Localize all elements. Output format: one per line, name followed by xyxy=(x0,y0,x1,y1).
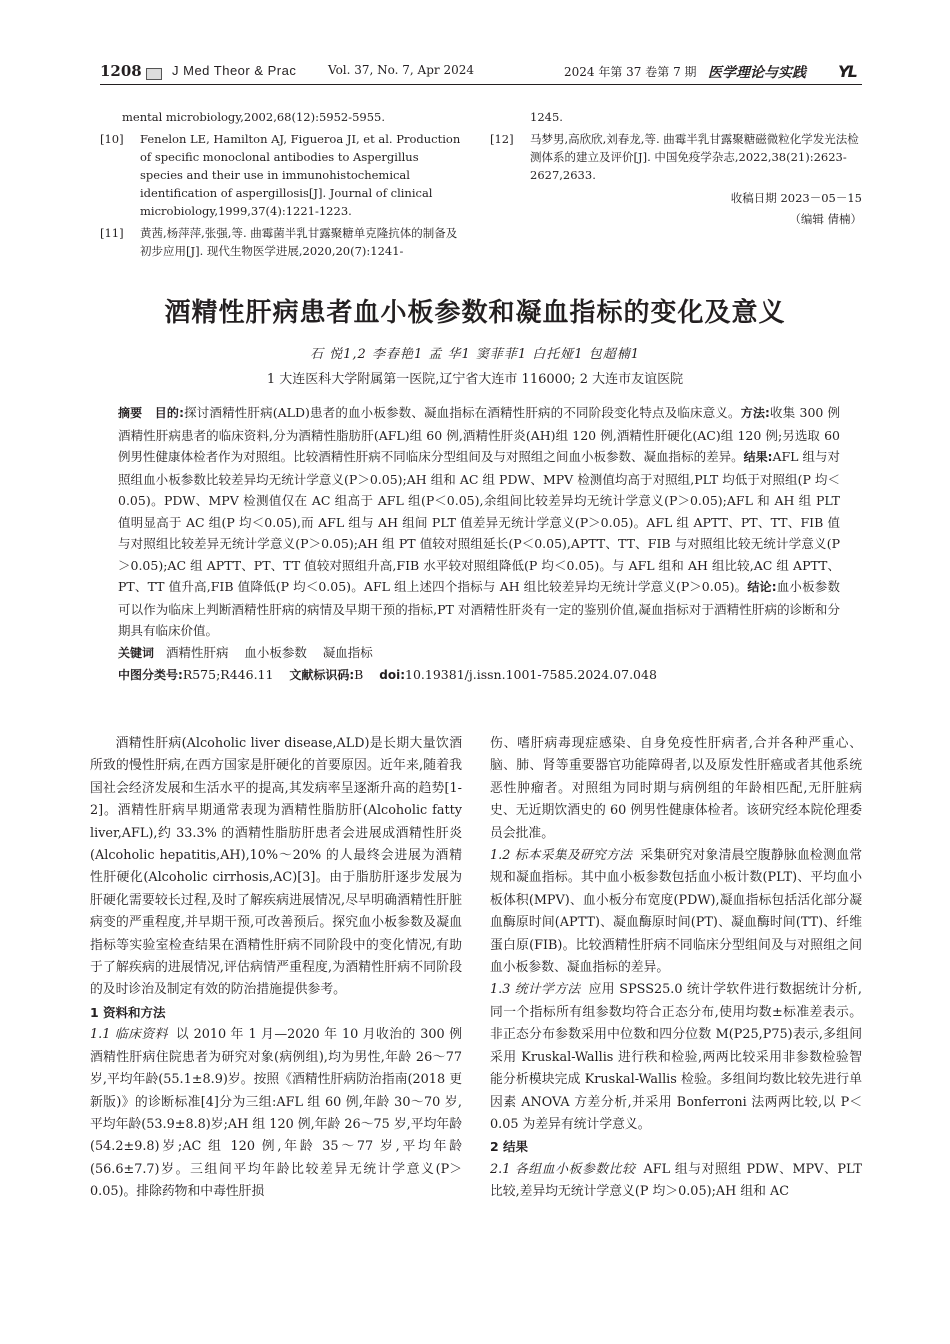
reference-10 xyxy=(100,130,462,220)
reference-continuation: 1245. xyxy=(530,110,563,124)
keywords: 酒精性肝病 血小板参数 凝血指标 xyxy=(165,644,373,660)
reference-continuation: mental microbiology,2002,68(12):5952-5955. xyxy=(122,110,386,124)
section-1-1-text: 以 2010 年 1 月—2020 年 10 月收治的 300 例酒精性肝病住院患者为研究对象(病例组),均为男性,年龄 26～77 岁,平均年龄(55.1±8.9)岁。按照《酒精性肝病防治指南(2018 更新版)》的诊断标准[4]分为三组:AFL 组 60 例,年龄 30～70 岁,平均年龄(53.9±8.8)岁;AH 组 120 例,年龄 26～75 岁,平均年龄(54.2±9.8)岁;AC 组 120 例,年龄 35～77 岁,平均年龄(56.6±7.7)岁。三组间平均年龄比较差异无统计学意义(P＞0.05)。排除药物和中毒性肝损 xyxy=(90,1027,462,1200)
section-heading-2: 2 结果 xyxy=(490,1139,529,1155)
section-2-1 xyxy=(490,1159,862,1204)
abstract-objective: 探讨酒精性肝病(ALD)患者的血小板参数、凝血指标在酒精性肝病的不同阶段变化特点及临床意义。 xyxy=(183,405,741,420)
reference-number: [11] xyxy=(100,226,124,240)
section-1-2-text: 采集研究对象清晨空腹静脉血检测血常规和凝血指标。其中血小板参数包括血小板计数(PLT)、平均血小板体积(MPV)、血小板分布宽度(PDW),凝血指标包括活化部分凝血酶原时间(APTT)、凝血酶原时间(PT)、凝血酶时间(TT)、纤维蛋白原(FIB)。比较酒精性肝病不同临床分型组间及与对照组之间血小板参数、凝血指标的差异。 xyxy=(490,848,863,976)
doc-code-label: 文献标识码: xyxy=(289,667,355,682)
keywords-label: 关键词 xyxy=(118,645,155,660)
article-title: 酒精性肝病患者血小板参数和凝血指标的变化及意义 xyxy=(164,298,786,328)
section-1-2-title: 1.2 标本采集及研究方法 xyxy=(490,848,633,864)
reference-number: [12] xyxy=(490,132,514,146)
article-authors: 石 悦1,2 李春艳1 孟 华1 窦菲菲1 白托娅1 包超楠1 xyxy=(310,347,640,362)
abstract-results: AFL 组与对照组血小板参数比较差异均无统计学意义(P＞0.05);AH 组和 AC 组 PDW、MPV 检测值均高于对照组,PLT 均低于对照组(P 均＜0.05)。PDW、MPV 检测值仅在 AC 组高于 AFL 组(P＜0.05),余组间比较差异均无统计学意义(P＞0.05);AFL 和 AH 组 PLT 值明显高于 AC 组(P 均＜0.05),而 AFL 组与 AH 组间 PLT 值差异无统计学意义(P＞0.05)。AFL 组 APTT、PT、TT、FIB 值与对照组比较差异无统计学意义(P＞0.05);AH 组 PT 值较对照组延长(P＜0.05),APTT、TT、FIB 与对照组比较无统计学意义(P＞0.05);AC 组 APTT、PT、TT 值较对照组升高,FIB 水平较对照组降低(P 均＜0.05)。与 AFL 组和 AH 组比较,AC 组 APTT、PT、TT 值升高,FIB 值降低(P 均＜0.05)。AFL 组上述四个指标与 AH 组比较差异均无统计学意义(P＞0.05)。 xyxy=(118,449,840,594)
objective-label: 目的: xyxy=(154,406,184,420)
methods-label: 方法: xyxy=(740,406,770,420)
clc-number: R575;R446.11 xyxy=(182,666,274,682)
results-label: 结果: xyxy=(743,450,773,464)
doi: 10.19381/j.issn.1001-7585.2024.07.048 xyxy=(405,666,657,682)
section-2-1-text: AFL 组与对照组 PDW、MPV、PLT 比较,差异均无统计学意义(P 均＞0.05);AH 组和 AC xyxy=(490,1161,862,1200)
journal-name-cn: 医学理论与实践 xyxy=(708,65,806,81)
intro-paragraph: 酒精性肝病(Alcoholic liver disease,ALD)是长期大量饮酒所致的慢性肝病,在西方国家是肝硬化的首要原因。近年来,随着我国社会经济发展和生活水平的提高,其发病率呈逐渐升高的趋势[1-2]。酒精性肝病早期通常表现为酒精性脂肪肝(Alcoholic fatty liver,AFL),约 33.3% 的酒精性脂肪肝患者会进展成酒精性肝炎(Alcoholic hepatitis,AH),10%～20% 的人最终会进展为酒精性肝硬化(Alcoholic cirrhosis,AC)[3]。由于脂肪肝逐步发展为肝硬化需要较长过程,及时了解疾病进展情况,尽早明确酒精性肝脏病变的严重程度,并早期干预,可改善预后。探究血小板参数及凝血指标等实验室检查结果在酒精性肝病不同阶段中的变化情况,有助于了解疾病的进展情况,评估病情严重程度,为酒精性肝病不同阶段的及时诊治及制定有效的防治措施提供参考。 xyxy=(90,736,462,998)
references-right xyxy=(490,108,862,230)
journal-logo: YL xyxy=(838,62,856,81)
abstract-methods: 收集 300 例酒精性肝病患者的临床资料,分为酒精性脂肪肝(AFL)组 60 例,酒精性肝炎(AH)组 120 例,酒精性肝硬化(AC)组 120 例;另选取 60 例男性健康体检者作为对照组。比较酒精性肝病不同临床分型组间及与对照组之间血小板参数、凝血指标的差异。 xyxy=(118,405,840,464)
section-heading-1: 1 资料和方法 xyxy=(90,1004,166,1020)
section-1-2 xyxy=(490,845,862,979)
clc-label: 中图分类号: xyxy=(118,667,183,682)
article-affiliations: 1 大连医科大学附属第一医院,辽宁省大连市 116000; 2 大连市友谊医院 xyxy=(266,372,684,387)
doi-label: doi: xyxy=(379,667,406,682)
header-box-icon xyxy=(146,68,162,80)
abstract xyxy=(118,402,840,686)
section-1-3 xyxy=(490,979,862,1136)
section-2-1-title: 2.1 各组血小板参数比较 xyxy=(490,1161,636,1177)
reference-12 xyxy=(490,130,862,184)
section-1-3-title: 1.3 统计学方法 xyxy=(490,982,581,998)
continued-paragraph: 伤、嗜肝病毒现症感染、自身免疫性肝病者,合并各种严重心、脑、肺、肾等重要器官功能障碍者,以及原发性肝癌或者其他系统恶性肿瘤者。对照组为同时期与病例组的年龄相匹配,无肝脏病史、无近期饮酒史的 60 例男性健康体检者。该研究经本院伦理委员会批准。 xyxy=(490,736,862,841)
editor-note: （编辑 倩楠） xyxy=(789,212,862,226)
reference-text: Fenelon LE, Hamilton AJ, Figueroa JI, et al. Production of specific monoclonal antibodies to Aspergillus species and their use in immunohistochemical identification of aspergillosis[J]. Journal of clinical microbiology,1999,37(4):1221-1223. xyxy=(140,132,461,218)
reference-text: 马梦男,高欣欣,刘春龙,等. 曲霉半乳甘露聚糖磁微粒化学发光法检测体系的建立及评价[J]. 中国免疫学杂志,2022,38(21):2623-2627,2633. xyxy=(530,132,859,182)
volume-info-en: Vol. 37, No. 7, Apr 2024 xyxy=(328,63,474,77)
conclusion-label: 结论: xyxy=(747,580,777,594)
reference-text: 黄茜,杨萍萍,张强,等. 曲霉菌半乳甘露聚糖单克隆抗体的制备及初步应用[J]. 现代生物医学进展,2020,20(7):1241- xyxy=(140,226,458,258)
reference-11 xyxy=(100,224,462,260)
body-column-left xyxy=(90,733,462,1204)
running-header xyxy=(100,62,862,86)
doc-code: B xyxy=(354,666,364,682)
body-column-right xyxy=(490,733,862,1204)
abstract-conclusion: 血小板参数可以作为临床上判断酒精性肝病的病情及早期干预的指标,PT 对酒精性肝炎有一定的鉴别价值,凝血指标对于酒精性肝病的诊断和分期具有临床价值。 xyxy=(118,579,840,638)
volume-info-cn: 2024 年第 37 卷第 7 期 xyxy=(564,65,697,79)
received-date: 收稿日期 2023－05－15 xyxy=(730,191,862,205)
section-1-1 xyxy=(90,1024,462,1203)
journal-name-en: J Med Theor & Prac xyxy=(172,63,297,78)
section-1-3-text: 应用 SPSS25.0 统计学软件进行数据统计分析,同一个指标所有组参数均符合正态分布,使用均数±标准差表示。非正态分布参数采用中位数和四分位数 M(P25,P75)表示,多组间采用 Kruskal-Wallis 进行秩和检验,两两比较采用非参数检验智能分析模块完成 Kruskal-Wallis 检验。多组间均数比较先进行单因素 ANOVA 方差分析,并采用 Bonferroni 法两两比较,以 P＜0.05 为差异有统计学意义。 xyxy=(490,982,862,1132)
page-number: 1208 xyxy=(100,62,142,80)
references-left xyxy=(100,108,462,260)
abstract-label: 摘要 xyxy=(118,406,143,420)
header-rule xyxy=(100,84,862,85)
section-1-1-title: 1.1 临床资料 xyxy=(90,1027,168,1043)
reference-number: [10] xyxy=(100,132,124,146)
